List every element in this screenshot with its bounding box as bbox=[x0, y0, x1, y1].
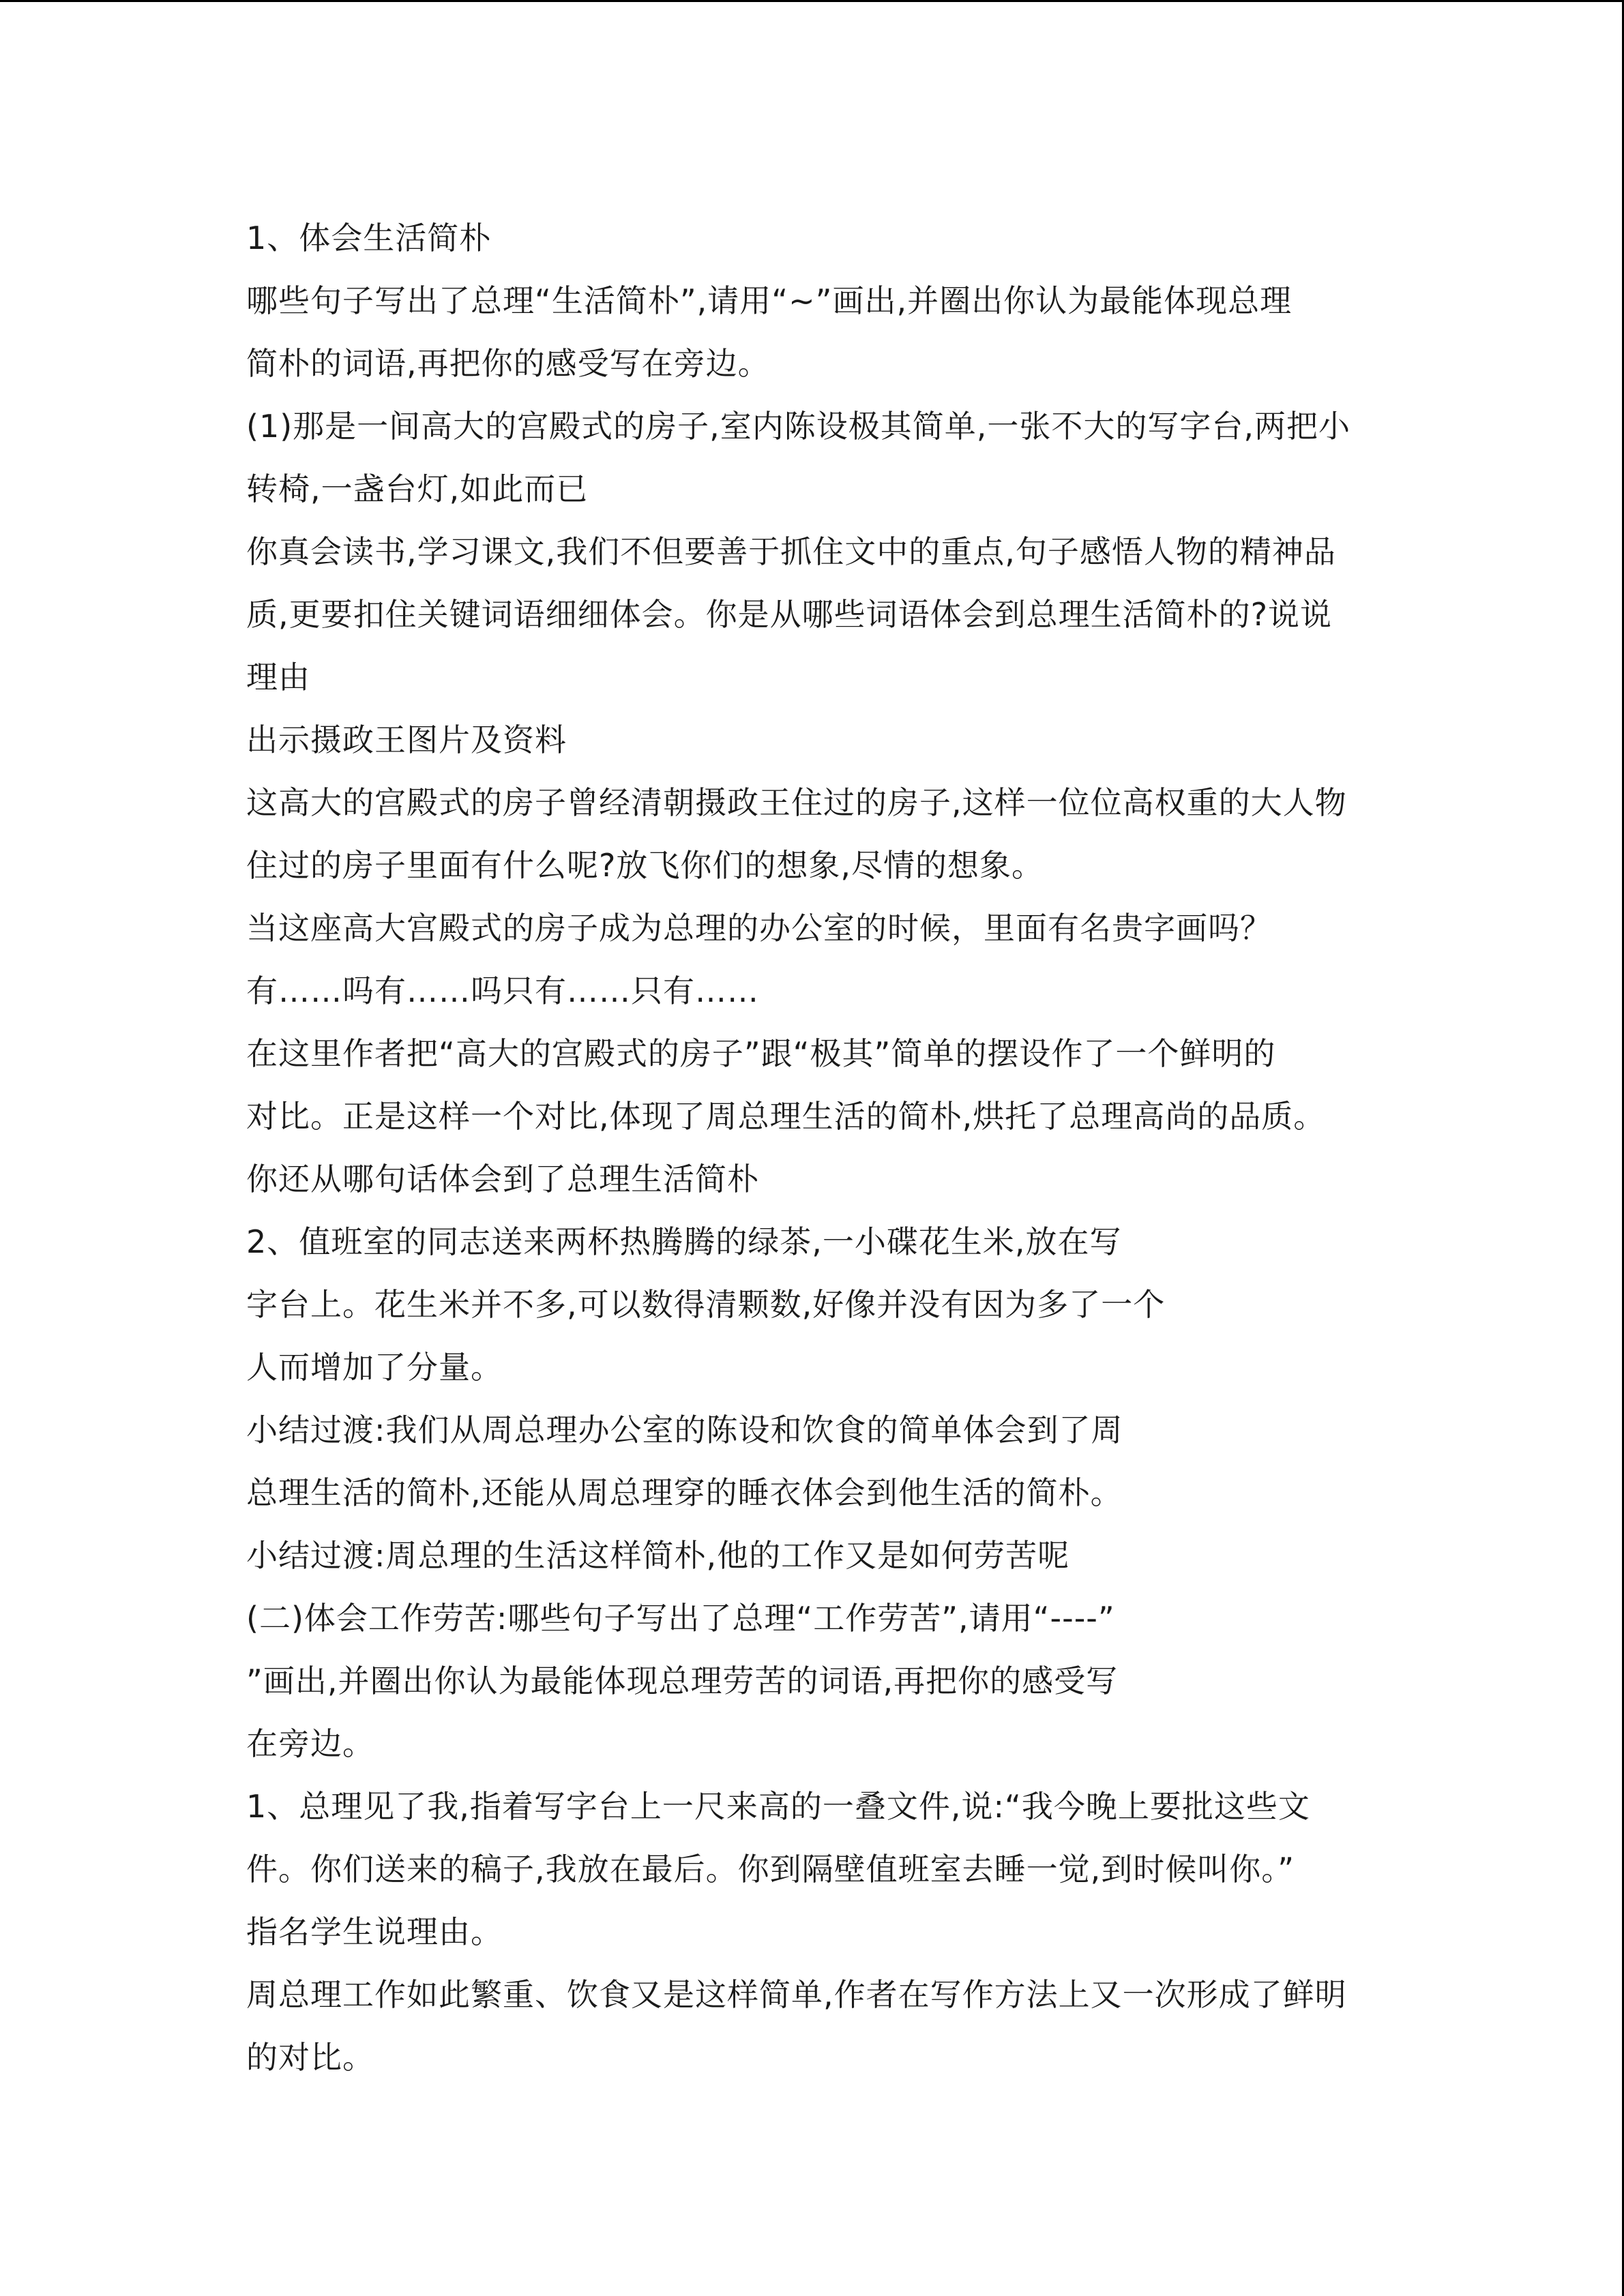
text-line: 你真会读书,学习课文,我们不但要善于抓住文中的重点,句子感悟人物的精神品 bbox=[246, 533, 1336, 570]
text-line: 有……吗有……吗只有……只有…… bbox=[246, 972, 759, 1009]
text-line: 出示摄政王图片及资料 bbox=[246, 721, 567, 758]
text-line: 总理生活的简朴,还能从周总理穿的睡衣体会到他生活的简朴。 bbox=[246, 1474, 1123, 1511]
text-line: 简朴的词语,再把你的感受写在旁边。 bbox=[246, 345, 770, 382]
section-heading-work: (二)体会工作劳苦:哪些句子写出了总理“工作劳苦”,请用“----” bbox=[246, 1600, 1115, 1637]
document-body bbox=[246, 207, 1406, 2089]
text-line: 在这里作者把“高大的宫殿式的房子”跟“极其”简单的摆设作了一个鲜明的 bbox=[246, 1035, 1276, 1072]
text-line: 小结过渡:周总理的生活这样简朴,他的工作又是如何劳苦呢 bbox=[246, 1537, 1070, 1574]
text-line: (1)那是一间高大的宫殿式的房子,室内陈设极其简单,一张不大的写字台,两把小 bbox=[246, 408, 1351, 445]
text-line: 指名学生说理由。 bbox=[246, 1913, 503, 1950]
text-line: 当这座高大宫殿式的房子成为总理的办公室的时候，里面有名贵字画吗？ bbox=[246, 910, 1272, 946]
text-line: 住过的房子里面有什么呢?放飞你们的想象,尽情的想象。 bbox=[246, 847, 1044, 884]
text-line: 哪些句子写出了总理“生活简朴”,请用“~”画出,并圈出你认为最能体现总理 bbox=[246, 282, 1293, 319]
text-line: 小结过渡:我们从周总理办公室的陈设和饮食的简单体会到了周 bbox=[246, 1412, 1123, 1448]
text-line: 理由 bbox=[246, 659, 310, 696]
text-line: 件。你们送来的稿子,我放在最后。你到隔壁值班室去睡一觉,到时候叫你。” bbox=[246, 1851, 1295, 1888]
text-line: 你还从哪句话体会到了总理生活简朴 bbox=[246, 1161, 759, 1197]
text-line: 人而增加了分量。 bbox=[246, 1349, 503, 1386]
text-line: ”画出,并圈出你认为最能体现总理劳苦的词语,再把你的感受写 bbox=[246, 1663, 1119, 1699]
text-line: 质,更要扣住关键词语细细体会。你是从哪些词语体会到总理生活简朴的?说说 bbox=[246, 596, 1333, 633]
text-line: 周总理工作如此繁重、饮食又是这样简单,作者在写作方法上又一次形成了鲜明 bbox=[246, 1976, 1347, 2013]
text-line: 2、值班室的同志送来两杯热腾腾的绿茶,一小碟花生米,放在写 bbox=[246, 1223, 1122, 1260]
text-line: 1、总理见了我,指着写字台上一尺来高的一叠文件,说:“我今晚上要批这些文 bbox=[246, 1788, 1310, 1825]
text-line: 转椅,一盏台灯,如此而已 bbox=[246, 471, 589, 507]
text-line: 对比。正是这样一个对比,体现了周总理生活的简朴,烘托了总理高尚的品质。 bbox=[246, 1098, 1326, 1135]
text-line: 在旁边。 bbox=[246, 1725, 374, 1762]
text-line: 的对比。 bbox=[246, 2039, 374, 2076]
text-line: 字台上。花生米并不多,可以数得清颗数,好像并没有因为多了一个 bbox=[246, 1286, 1166, 1323]
section-heading-life: 1、体会生活简朴 bbox=[246, 220, 492, 256]
text-line: 这高大的宫殿式的房子曾经清朝摄政王住过的房子,这样一位位高权重的大人物 bbox=[246, 784, 1347, 821]
